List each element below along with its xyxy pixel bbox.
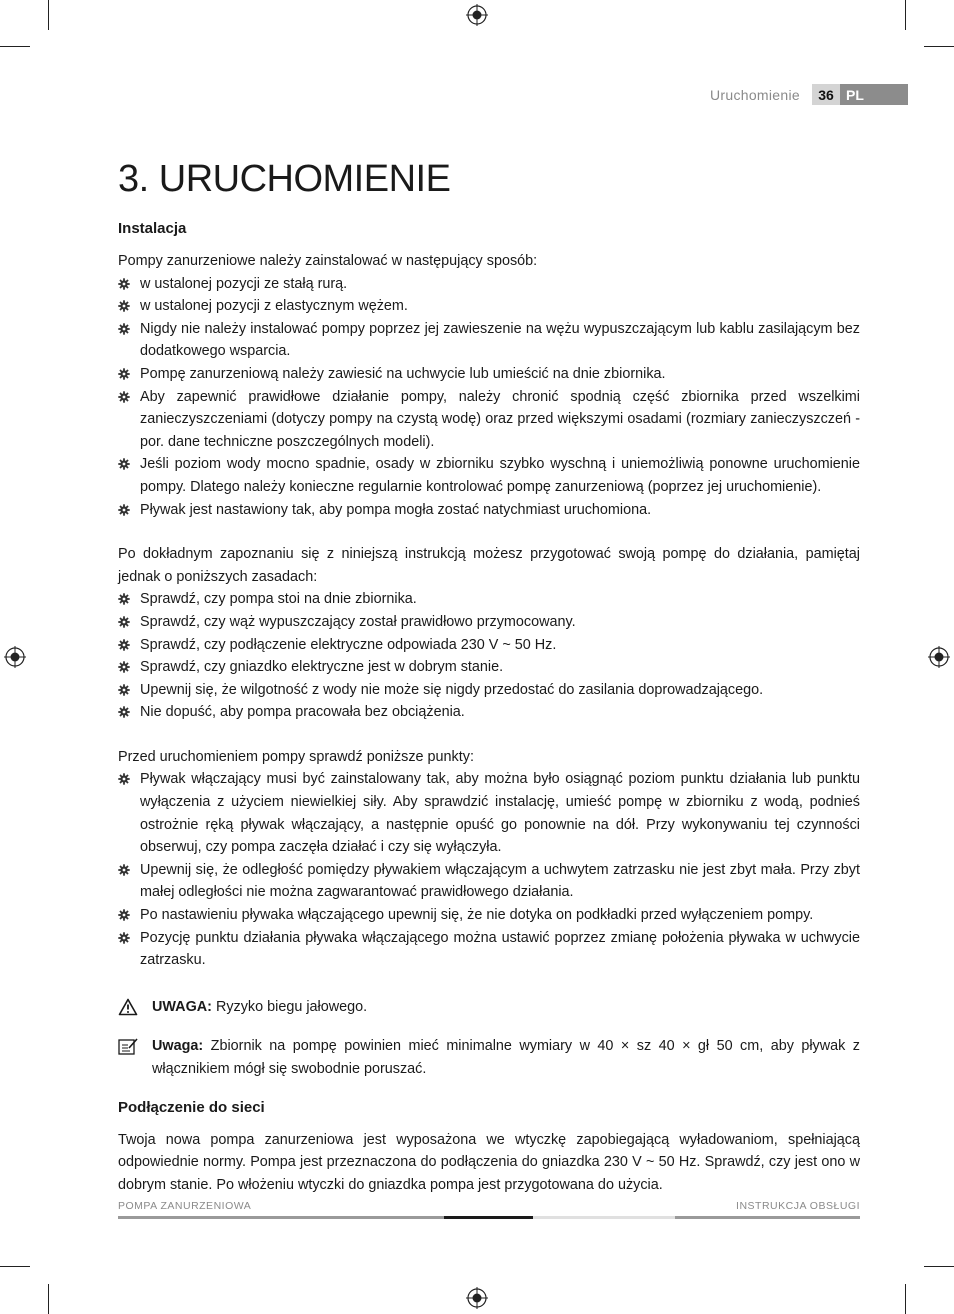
gear-bullet-icon bbox=[118, 323, 130, 335]
preparation-list bbox=[118, 588, 860, 724]
list-item bbox=[118, 273, 860, 296]
page-title: 3. URUCHOMIENIE bbox=[118, 158, 451, 200]
mains-text: Twoja nowa pompa zanurzeniowa jest wyposażona we wtyczkę zapobiegającą wyładowaniom, spełniającą odpowiednie normy. Pompa jest przeznaczona do podłączenia do gniazdka 230 V ~ 50 Hz. Sprawdź, czy jest ono w dobrym stanie. Po włożeniu wtyczki do gniazdka pompa jest przygotowana do użycia. bbox=[118, 1131, 860, 1193]
list-item bbox=[118, 859, 860, 904]
crop-mark bbox=[0, 1266, 30, 1267]
language-tag: PL bbox=[840, 84, 908, 105]
gear-bullet-icon bbox=[118, 864, 130, 876]
list-item-text: Sprawdź, czy wąż wypuszczający został prawidłowo przymocowany. bbox=[140, 613, 576, 630]
footer-bar-light bbox=[533, 1216, 675, 1219]
crop-mark bbox=[924, 46, 954, 47]
list-item bbox=[118, 453, 860, 498]
list-item-text: Jeśli poziom wody mocno spadnie, osady w zbiorniku szybko wyschną i uniemożliwią ponowne uruchomienie pompy. Dlatego należy konieczne regularnie kontrolować pompę zanurzeniową (poprzez jej uruchomienie). bbox=[140, 456, 860, 495]
checks-list bbox=[118, 768, 860, 971]
list-item-text: Po nastawieniu pływaka włączającego upewnij się, że nie dotyka on podkładki przed wyłączeniem pompy. bbox=[140, 907, 814, 924]
footer-bar-left bbox=[118, 1216, 444, 1219]
footer-bar-dark bbox=[444, 1216, 533, 1219]
list-item bbox=[118, 363, 860, 386]
gear-bullet-icon bbox=[118, 391, 130, 403]
list-item-text: Sprawdź, czy podłączenie elektryczne odpowiada 230 V ~ 50 Hz. bbox=[140, 636, 557, 653]
crop-mark bbox=[48, 0, 49, 30]
gear-bullet-icon bbox=[118, 932, 130, 944]
page-header bbox=[710, 84, 908, 105]
list-item-text: Sprawdź, czy gniazdko elektryczne jest w dobrym stanie. bbox=[140, 659, 504, 676]
list-item bbox=[118, 295, 860, 318]
section-heading-mains: Podłączenie do sieci bbox=[118, 1098, 265, 1116]
gear-bullet-icon bbox=[118, 706, 130, 718]
registration-mark-icon bbox=[4, 646, 26, 668]
list-item-text: Upewnij się, że odległość pomiędzy pływakiem włączającym a uchwytem zatrzasku nie jest zbyt mała. Przy zbyt małej odległości nie można zagwarantować prawidłowego działania. bbox=[140, 861, 860, 901]
footer-product: POMPA ZANURZENIOWA bbox=[118, 1200, 252, 1212]
info-note bbox=[118, 1035, 860, 1080]
gear-bullet-icon bbox=[118, 773, 130, 785]
note-text: Zbiornik na pompę powinien mieć minimalne wymiary w 40 × sz 40 × gł 50 cm, aby pływak z włącznikiem mógł się swobodnie poruszać. bbox=[152, 1038, 860, 1077]
list-item bbox=[118, 679, 860, 702]
warning-text: Ryzyko biegu jałowego. bbox=[215, 998, 368, 1015]
main-content bbox=[118, 150, 860, 1196]
list-item bbox=[118, 927, 860, 972]
list-item-text: Upewnij się, że wilgotność z wody nie może się nigdy przedostać do zasilania doprowadzającego. bbox=[140, 681, 764, 698]
list-item-text: Pływak jest nastawiony tak, aby pompa mogła zostać natychmiast uruchomiona. bbox=[140, 501, 652, 518]
crop-mark bbox=[905, 1284, 906, 1314]
registration-mark-icon bbox=[466, 1287, 488, 1309]
list-item bbox=[118, 904, 860, 927]
page-number: 36 bbox=[812, 84, 840, 105]
list-item-text: Pompę zanurzeniową należy zawiesić na uchwycie lub umieścić na dnie zbiornika. bbox=[140, 365, 666, 382]
list-item bbox=[118, 318, 860, 363]
section-heading-installation: Instalacja bbox=[118, 220, 187, 237]
crop-mark bbox=[48, 1284, 49, 1314]
gear-bullet-icon bbox=[118, 639, 130, 651]
warning-label: UWAGA: bbox=[152, 998, 212, 1015]
gear-bullet-icon bbox=[118, 300, 130, 312]
list-item bbox=[118, 499, 860, 522]
list-item bbox=[118, 768, 860, 858]
list-item-text: Sprawdź, czy pompa stoi na dnie zbiornika. bbox=[140, 591, 417, 608]
list-item-text: w ustalonej pozycji z elastycznym wężem. bbox=[140, 298, 408, 315]
registration-mark-icon bbox=[928, 646, 950, 668]
crop-mark bbox=[905, 0, 906, 30]
gear-bullet-icon bbox=[118, 504, 130, 516]
list-item-text: Nigdy nie należy instalować pompy poprzez jej zawieszenie na wężu wypuszczającym lub kablu zasilającym bez dodatkowego wsparcia. bbox=[140, 320, 860, 360]
crop-mark bbox=[924, 1266, 954, 1267]
gear-bullet-icon bbox=[118, 616, 130, 628]
registration-mark-icon bbox=[466, 4, 488, 26]
footer-bar-right bbox=[675, 1216, 860, 1219]
list-item bbox=[118, 386, 860, 454]
gear-bullet-icon bbox=[118, 593, 130, 605]
list-item-text: Pozycję punktu działania pływaka włączającego można ustawić poprzez zmianę położenia pływaka w uchwycie zatrzasku. bbox=[140, 929, 860, 969]
list-item bbox=[118, 634, 860, 657]
gear-bullet-icon bbox=[118, 909, 130, 921]
list-item bbox=[118, 656, 860, 679]
gear-bullet-icon bbox=[118, 368, 130, 380]
gear-bullet-icon bbox=[118, 684, 130, 696]
warning-note bbox=[118, 996, 860, 1019]
section-name: Uruchomienie bbox=[710, 86, 800, 103]
gear-bullet-icon bbox=[118, 661, 130, 673]
list-item bbox=[118, 588, 860, 611]
installation-list bbox=[118, 273, 860, 522]
list-item-text: w ustalonej pozycji ze stałą rurą. bbox=[140, 275, 348, 292]
preparation-intro: Po dokładnym zapoznaniu się z niniejszą instrukcją możesz przygotować swoją pompę do działania, pamiętaj jednak o poniższych zasadach: bbox=[118, 546, 860, 585]
list-item bbox=[118, 701, 860, 724]
list-item bbox=[118, 611, 860, 634]
crop-mark bbox=[0, 46, 30, 47]
footer-manual: INSTRUKCJA OBSŁUGI bbox=[736, 1200, 860, 1212]
list-item-text: Aby zapewnić prawidłowe działanie pompy, należy chronić spodnią część zbiornika przed wszelkimi zanieczyszczeniami (dotyczy pompy na czystą wodę) oraz przed większymi osadami (rozmiary zanieczyszczeń - por. dane techniczne poszczególnych modeli). bbox=[140, 388, 860, 450]
list-item-text: Nie dopuść, aby pompa pracowała bez obciążenia. bbox=[140, 704, 465, 721]
note-label: Uwaga: bbox=[152, 1038, 204, 1055]
checks-intro: Przed uruchomieniem pompy sprawdź poniższe punkty: bbox=[118, 748, 474, 765]
list-item-text: Pływak włączający musi być zainstalowany tak, aby można było osiągnąć poziom punktu działania lub punktu wyłączenia z użyciem niewielkiej siły. Aby sprawdzić instalację, umieść pompę w zbiorniku z wodą, podnieś ostrożnie ręką pływak włączający, a następnie opuść go ponownie na dół. Przy wykonywaniu tej czynności obserwuj, czy pompa zaczęła działać i czy się wyłączyła. bbox=[140, 771, 860, 856]
warning-triangle-icon bbox=[118, 998, 138, 1016]
gear-bullet-icon bbox=[118, 458, 130, 470]
installation-intro: Pompy zanurzeniowe należy zainstalować w następujący sposób: bbox=[118, 253, 538, 269]
note-pencil-icon bbox=[118, 1037, 138, 1055]
gear-bullet-icon bbox=[118, 278, 130, 290]
